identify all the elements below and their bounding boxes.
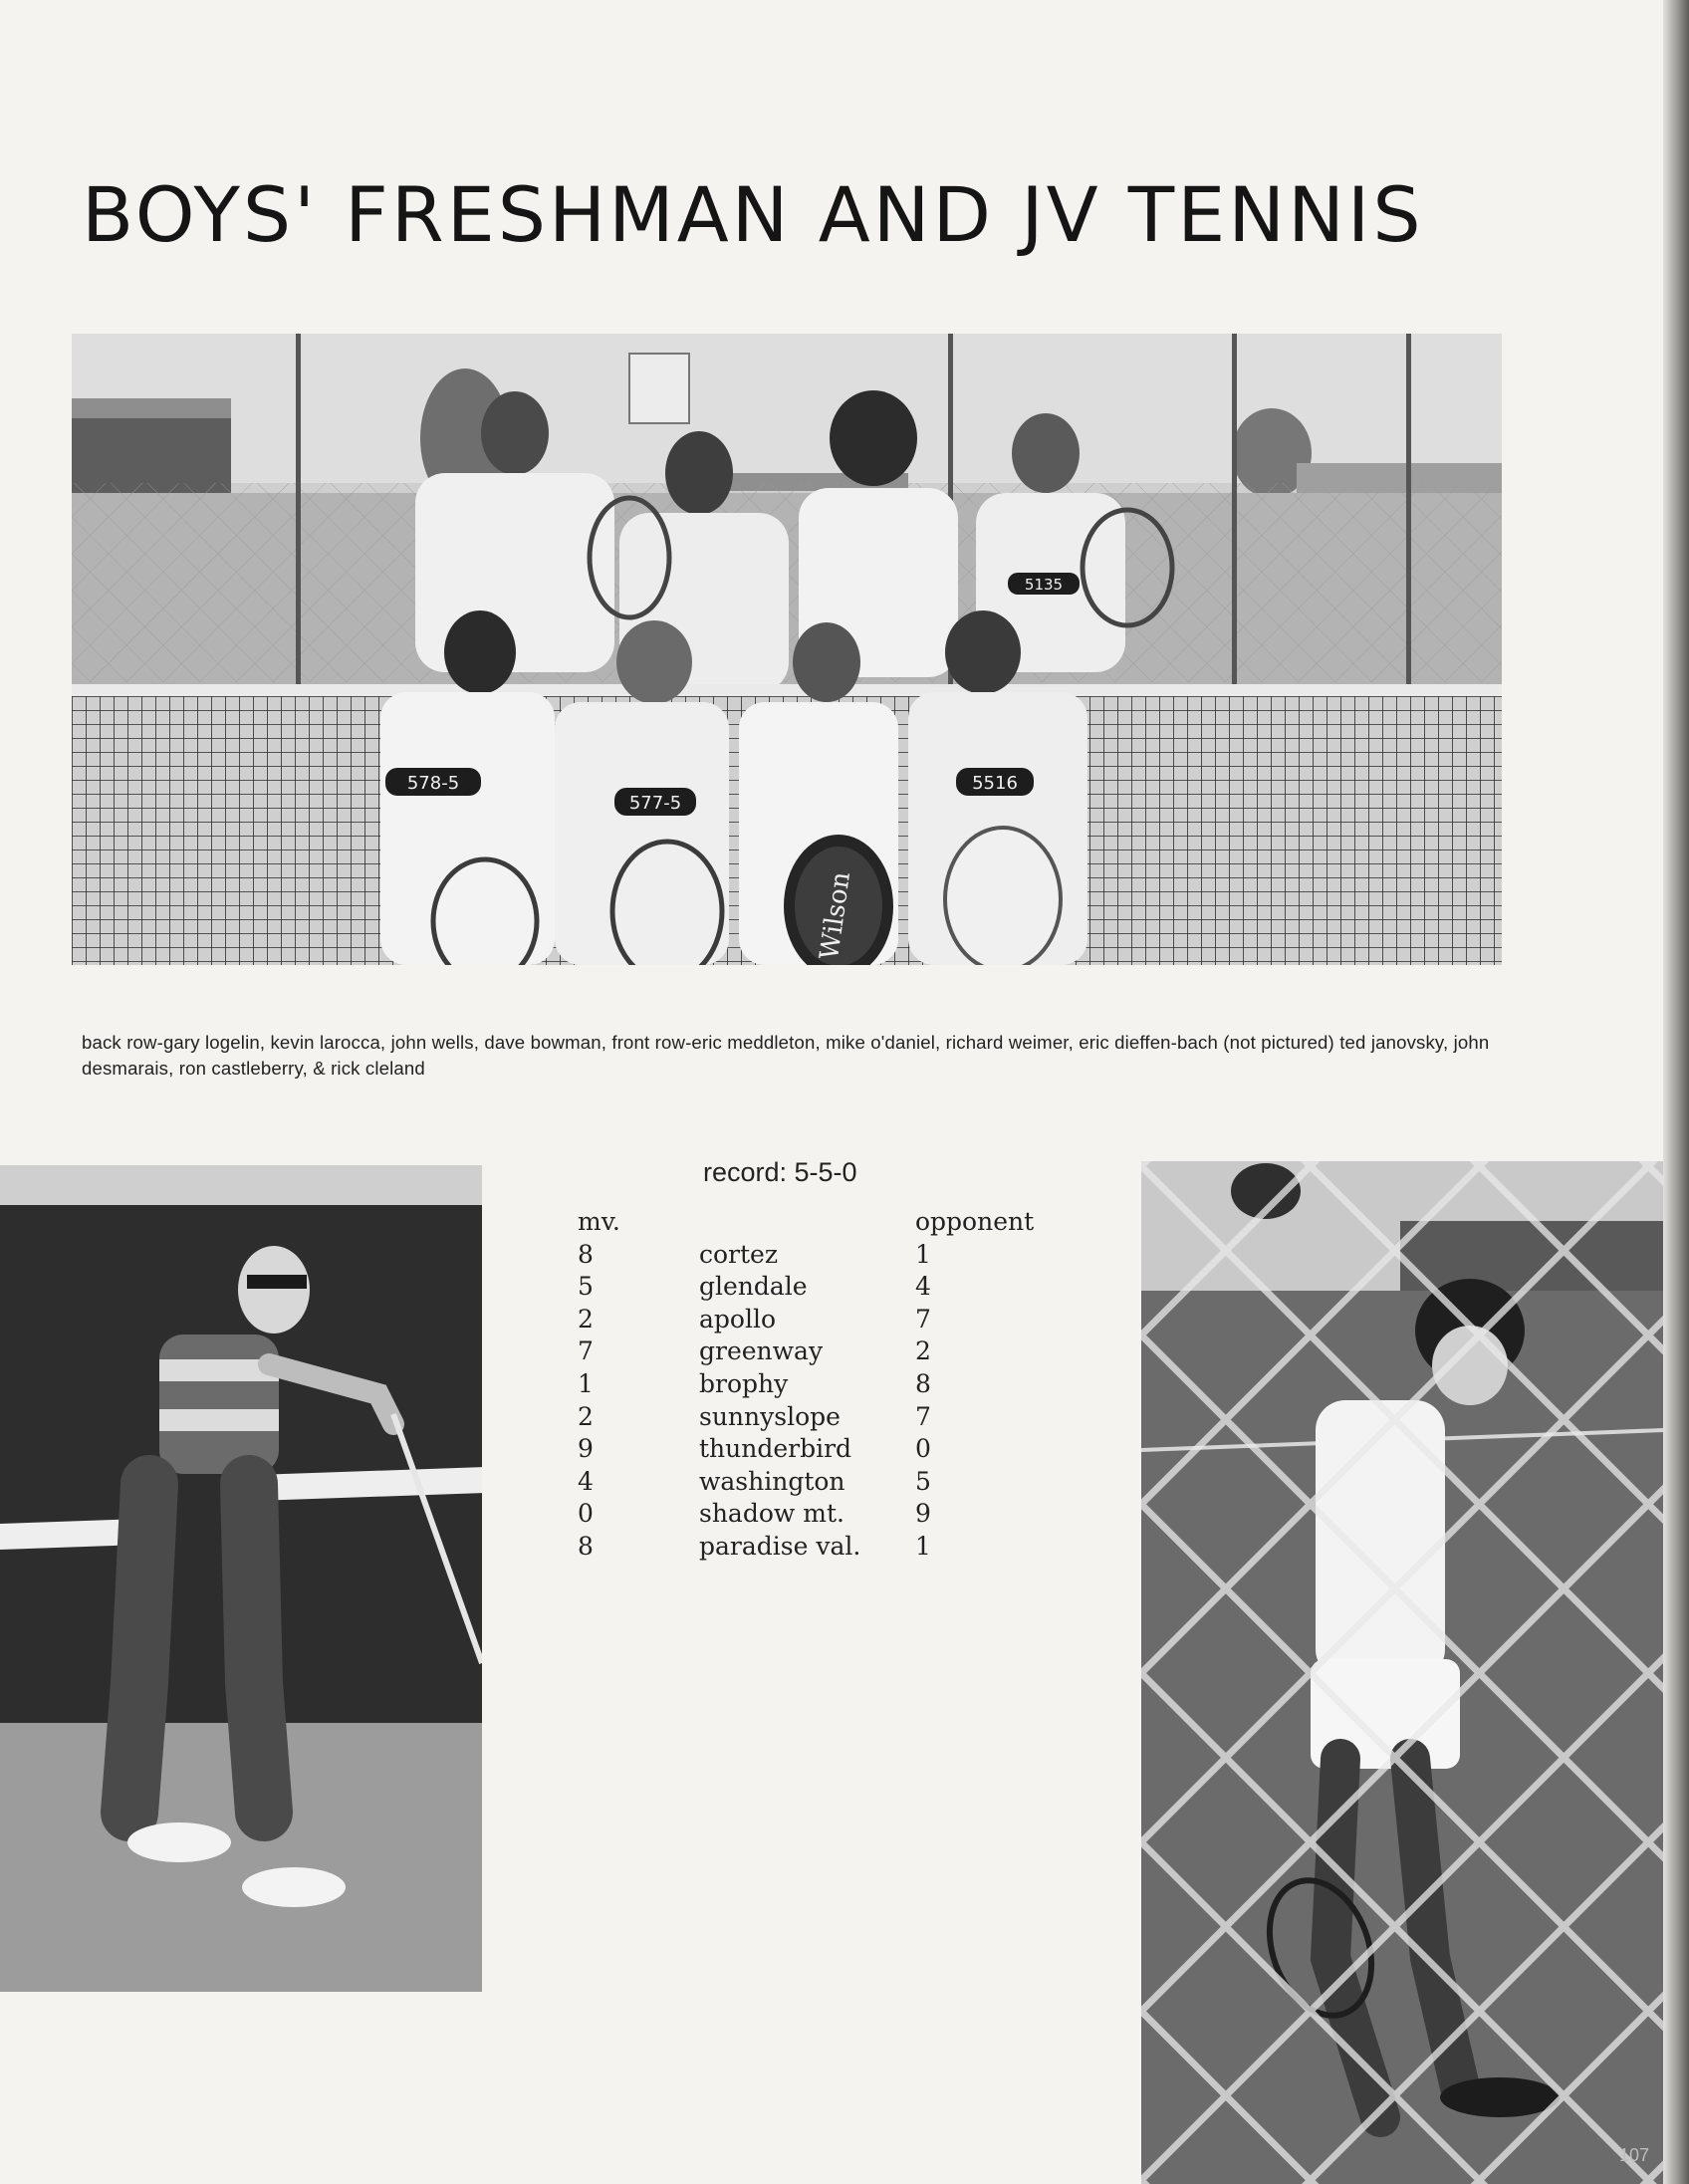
opponent-score: 7 bbox=[915, 1304, 931, 1334]
opponent-name: paradise val. bbox=[699, 1531, 861, 1561]
game-row bbox=[578, 1336, 1045, 1369]
header-opponent-score: opponent bbox=[915, 1207, 1035, 1236]
mv-score: 7 bbox=[578, 1336, 594, 1366]
record-header-row bbox=[578, 1207, 1045, 1240]
jersey-number: 5135 bbox=[1024, 576, 1064, 594]
opponent-score: 5 bbox=[915, 1466, 931, 1496]
game-row bbox=[578, 1434, 1045, 1467]
mv-score: 8 bbox=[578, 1531, 594, 1561]
coach-photo-illustration bbox=[0, 1165, 482, 1992]
game-row bbox=[578, 1369, 1045, 1402]
opponent-name: thunderbird bbox=[699, 1434, 852, 1464]
opponent-name: cortez bbox=[699, 1239, 779, 1269]
mv-score: 1 bbox=[578, 1368, 594, 1398]
game-row bbox=[578, 1499, 1045, 1532]
opponent-name: sunnyslope bbox=[699, 1401, 841, 1431]
opponent-name: shadow mt. bbox=[699, 1499, 844, 1529]
opponent-score: 1 bbox=[915, 1531, 931, 1561]
photo-caption: back row-gary logelin, kevin larocca, john wells, dave bowman, front row-eric meddleton, mike o'daniel, richard weimer, eric dieffen-bach (not pictured) ted janovsky, john desmarais, ron castleberry, & rick cleland bbox=[82, 1032, 1490, 1079]
opponent-score: 1 bbox=[915, 1239, 931, 1269]
opponent-score: 9 bbox=[915, 1499, 931, 1529]
page-binding-edge bbox=[1663, 0, 1689, 2184]
mv-score: 2 bbox=[578, 1304, 594, 1334]
page-title: BOYS' FRESHMAN AND JV TENNIS bbox=[82, 170, 1424, 259]
game-row bbox=[578, 1467, 1045, 1500]
opponent-score: 8 bbox=[915, 1368, 931, 1398]
opponent-name: apollo bbox=[699, 1304, 777, 1334]
game-row bbox=[578, 1532, 1045, 1565]
game-row bbox=[578, 1402, 1045, 1435]
opponent-name: glendale bbox=[699, 1272, 808, 1302]
opponent-name: greenway bbox=[699, 1336, 824, 1366]
record-title: record: 5-5-0 bbox=[703, 1157, 857, 1187]
opponent-name: brophy bbox=[699, 1368, 789, 1398]
team-photo bbox=[72, 334, 1502, 965]
game-row bbox=[578, 1305, 1045, 1337]
opponent-score: 2 bbox=[915, 1336, 931, 1366]
page-number: 107 bbox=[1618, 2145, 1649, 2165]
jersey-number: 577-5 bbox=[628, 793, 682, 814]
mv-score: 8 bbox=[578, 1239, 594, 1269]
header-mv: mv. bbox=[578, 1207, 620, 1236]
player-photo-illustration bbox=[1141, 1161, 1663, 2184]
game-row bbox=[578, 1272, 1045, 1305]
mv-score: 2 bbox=[578, 1401, 594, 1431]
mv-score: 5 bbox=[578, 1272, 594, 1302]
opponent-name: washington bbox=[699, 1466, 845, 1496]
coach-photo bbox=[0, 1165, 482, 1992]
record-table bbox=[578, 1207, 1045, 1565]
opponent-score: 7 bbox=[915, 1401, 931, 1431]
mv-score: 4 bbox=[578, 1466, 594, 1496]
opponent-score: 0 bbox=[915, 1434, 931, 1464]
mv-score: 0 bbox=[578, 1499, 594, 1529]
jersey-number: 578-5 bbox=[406, 773, 460, 794]
player-photo bbox=[1141, 1161, 1663, 2184]
opponent-score: 4 bbox=[915, 1272, 931, 1302]
mv-score: 9 bbox=[578, 1434, 594, 1464]
racket-brand-text: Wilson bbox=[815, 869, 857, 962]
jersey-number: 5516 bbox=[972, 773, 1018, 794]
game-row bbox=[578, 1240, 1045, 1273]
team-photo-illustration bbox=[72, 334, 1502, 965]
